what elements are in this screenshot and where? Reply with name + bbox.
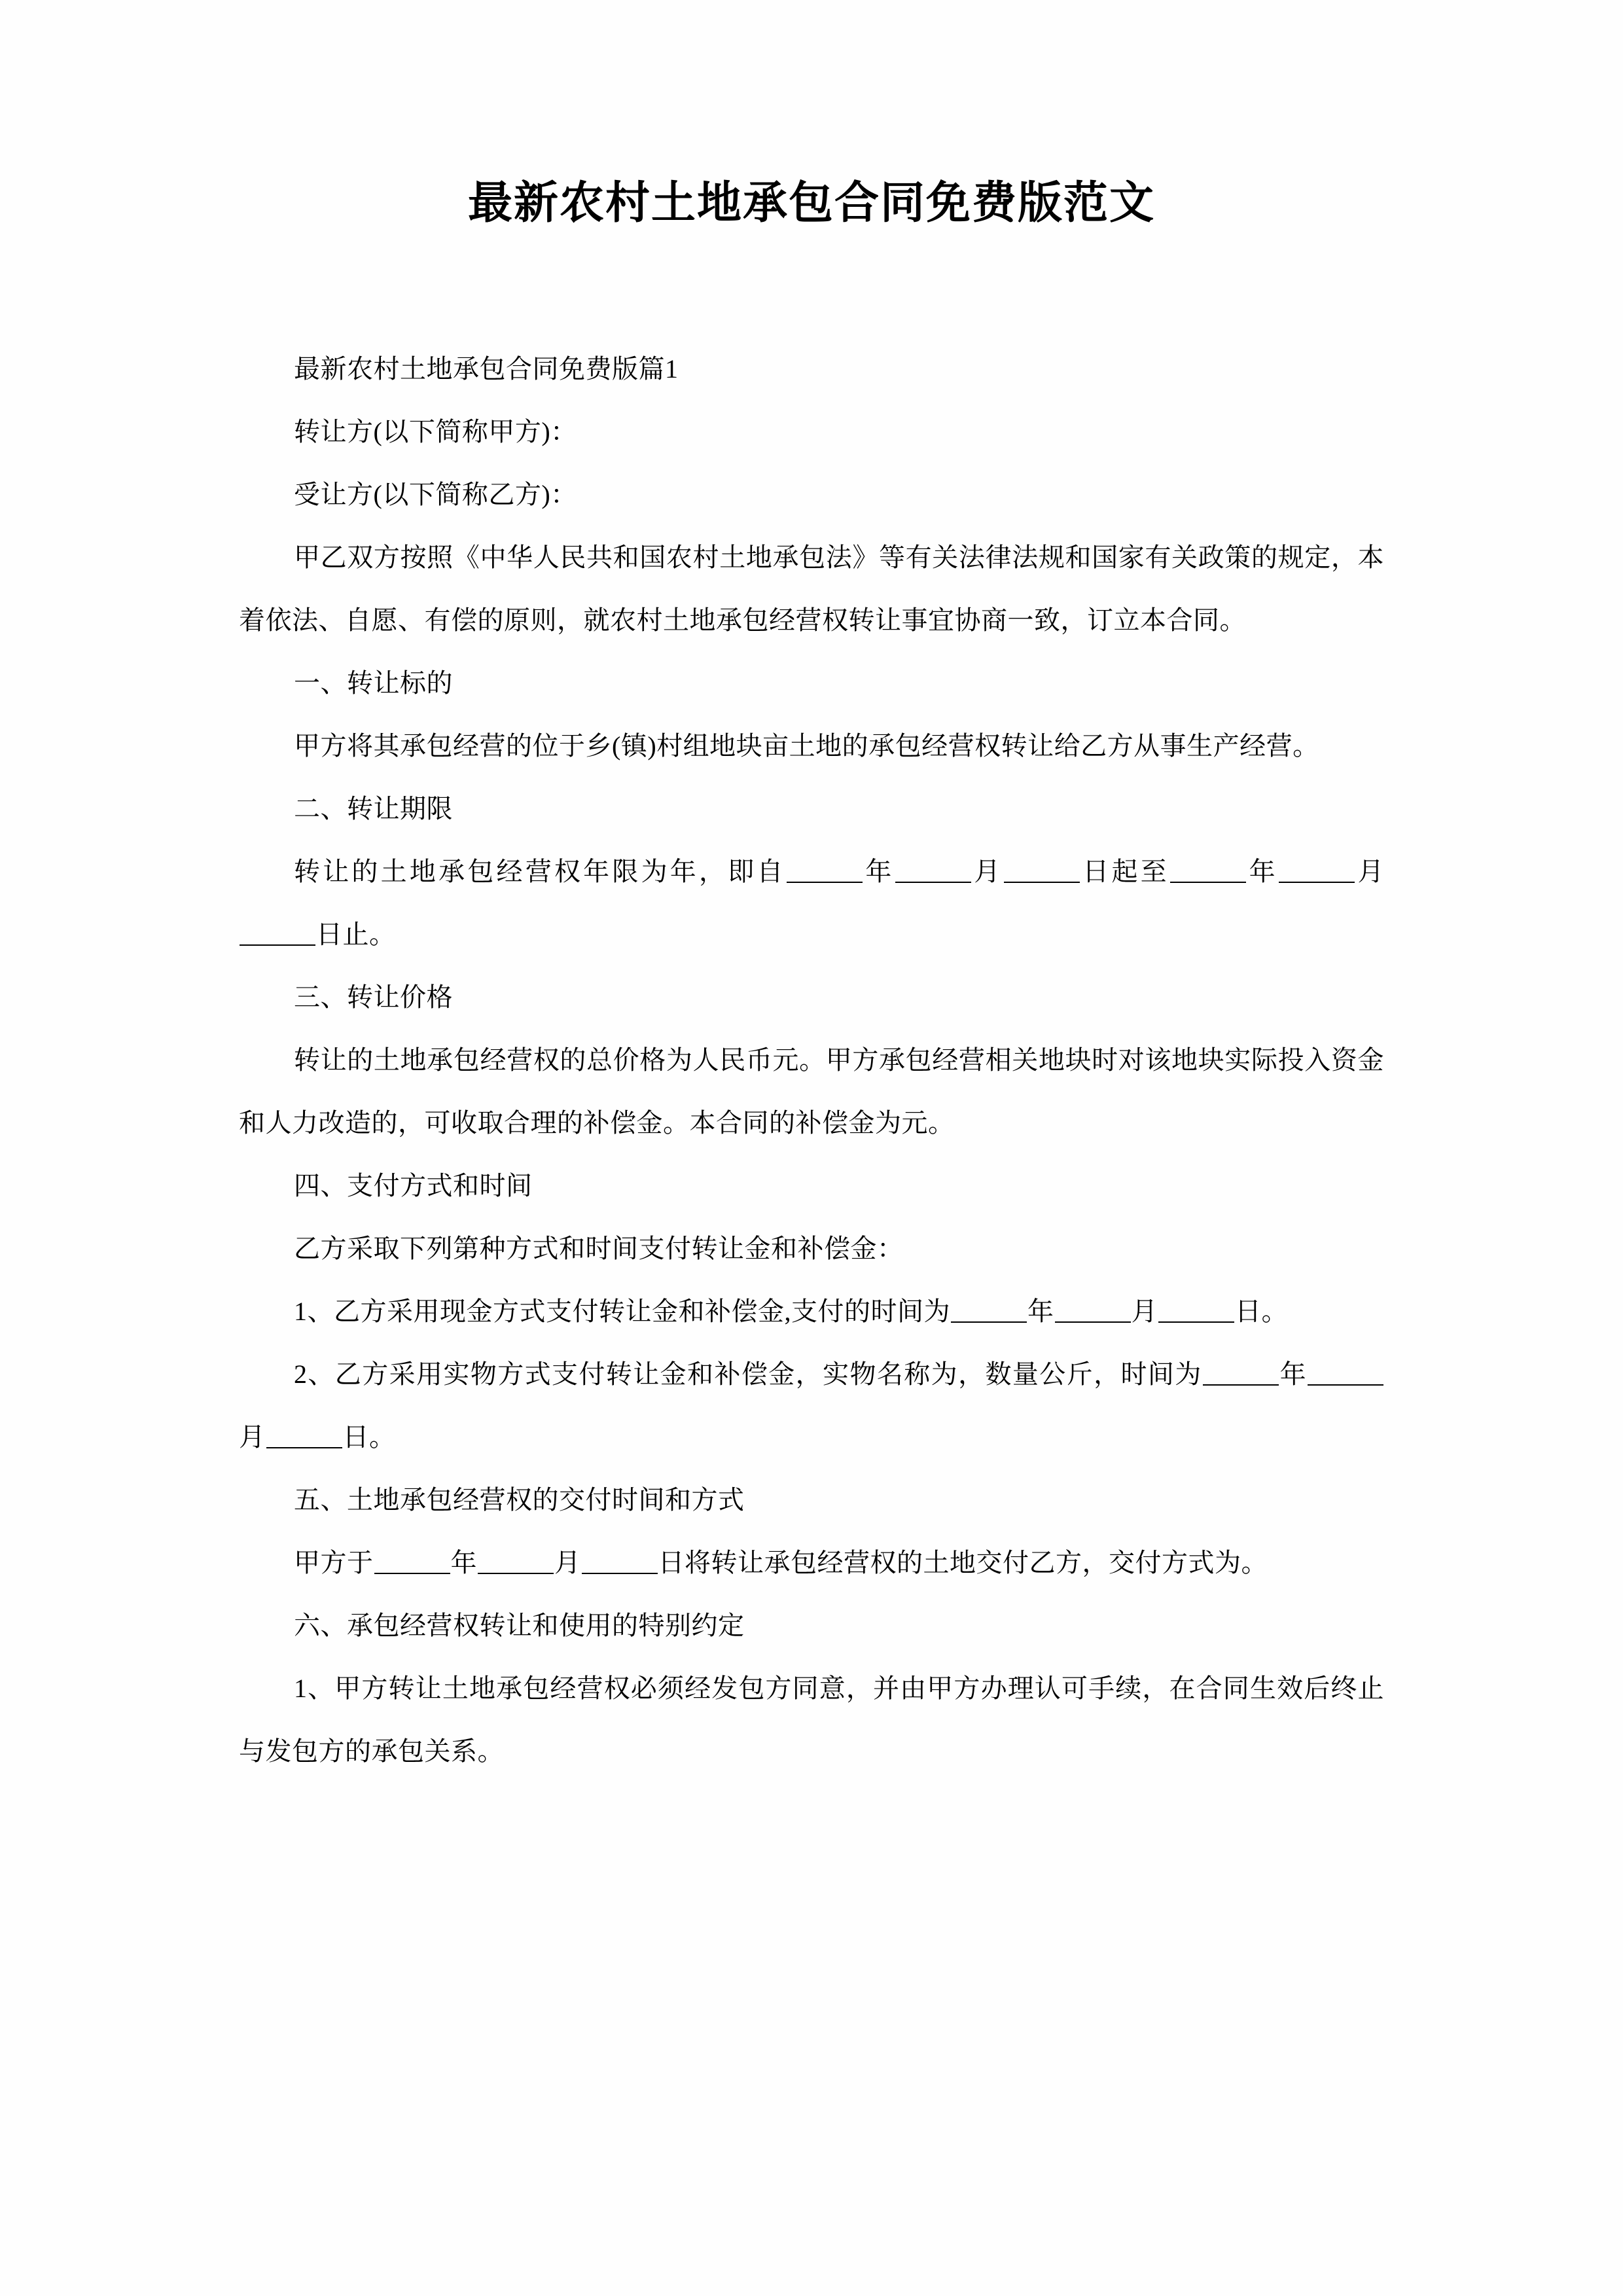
paragraph-text: 年 — [450, 1548, 477, 1577]
page-title: 最新农村土地承包合同免费版范文 — [467, 178, 1155, 228]
section-6-title — [239, 1594, 1384, 1657]
paragraph-heading-piece — [239, 338, 1384, 401]
paragraph-text: 1、甲方转让土地承包经营权必须经发包方同意，并由甲方办理认可手续，在合同生效后终止与发包方的承包关系。 — [239, 1674, 1384, 1766]
paragraph-text: 乙方采取下列第种方式和时间支付转让金和补偿金： — [294, 1234, 904, 1263]
paragraph-text: 1、乙方采用现金方式支付转让金和补偿金,支付的时间为 — [294, 1297, 950, 1326]
section-2-title — [239, 778, 1384, 840]
section-title-text: 一、转让标的 — [294, 668, 453, 698]
fill-blank-cash-day[interactable] — [1158, 1295, 1234, 1323]
paragraph-text: 2、乙方采用实物方式支付转让金和补偿金，实物名称为，数量公斤，时间为 — [294, 1359, 1202, 1389]
section-title-text: 二、转让期限 — [294, 794, 453, 823]
section-6-item-1 — [239, 1657, 1384, 1783]
fill-blank-month-start[interactable] — [895, 855, 971, 883]
fill-blank-day-start[interactable] — [1004, 855, 1080, 883]
paragraph-text: 年 — [1246, 857, 1278, 886]
fill-blank-cash-year[interactable] — [951, 1295, 1027, 1323]
section-4-title — [239, 1155, 1384, 1217]
paragraph-text: 月 — [239, 1422, 266, 1452]
paragraph-text: 年 — [863, 857, 895, 886]
fill-blank-goods-day[interactable] — [266, 1421, 342, 1448]
paragraph-text: 月 — [1131, 1297, 1158, 1326]
paragraph-text: 日止。 — [316, 920, 396, 949]
paragraph-party-a — [239, 401, 1384, 463]
paragraph-text: 日将转让承包经营权的土地交付乙方，交付方式为。 — [658, 1548, 1268, 1577]
section-title-text: 五、土地承包经营权的交付时间和方式 — [294, 1485, 745, 1515]
paragraph-preamble — [239, 526, 1384, 652]
paragraph-text: 转让方(以下简称甲方)： — [294, 417, 577, 446]
paragraph-text: 日。 — [342, 1422, 396, 1452]
paragraph-text: 月 — [1355, 857, 1385, 886]
section-1-body — [239, 715, 1384, 778]
section-4-item-1 — [239, 1280, 1384, 1343]
paragraph-text: 日。 — [1235, 1297, 1288, 1326]
fill-blank-cash-month[interactable] — [1055, 1295, 1131, 1323]
section-title-text: 四、支付方式和时间 — [294, 1171, 533, 1200]
section-title-text: 六、承包经营权转让和使用的特别约定 — [294, 1611, 745, 1640]
paragraph-text: 甲乙双方按照《中华人民共和国农村土地承包法》等有关法律法规和国家有关政策的规定，本着依法、自愿、有偿的原则，就农村土地承包经营权转让事宜协商一致，订立本合同。 — [239, 543, 1384, 635]
fill-blank-goods-year[interactable] — [1203, 1358, 1279, 1386]
fill-blank-goods-month[interactable] — [1308, 1358, 1383, 1386]
paragraph-text: 甲方将其承包经营的位于乡(镇)村组地块亩土地的承包经营权转让给乙方从事生产经营。 — [294, 731, 1319, 761]
section-5-body — [239, 1532, 1384, 1594]
section-title-text: 三、转让价格 — [294, 982, 453, 1012]
paragraph-text: 转让的土地承包经营权年限为年，即自 — [294, 857, 786, 886]
paragraph-text: 最新农村土地承包合同免费版篇1 — [294, 354, 679, 384]
paragraph-text: 转让的土地承包经营权的总价格为人民币元。甲方承包经营相关地块时对该地块实际投入资金和人力改造的，可收取合理的补偿金。本合同的补偿金为元。 — [239, 1045, 1384, 1138]
section-3-title — [239, 966, 1384, 1029]
paragraph-text: 年 — [1279, 1359, 1308, 1389]
section-1-title — [239, 652, 1384, 715]
fill-blank-day-end[interactable] — [240, 918, 315, 946]
paragraph-text: 月 — [971, 857, 1003, 886]
paragraph-text: 年 — [1027, 1297, 1054, 1326]
fill-blank-year-end[interactable] — [1170, 855, 1246, 883]
document-body — [239, 338, 1384, 1783]
paragraph-party-b — [239, 463, 1384, 526]
paragraph-text: 日起至 — [1080, 857, 1169, 886]
section-4-item-2 — [239, 1343, 1384, 1469]
fill-blank-delivery-year[interactable] — [374, 1547, 450, 1574]
section-4-body — [239, 1217, 1384, 1280]
fill-blank-month-end[interactable] — [1279, 855, 1355, 883]
paragraph-text: 受让方(以下简称乙方)： — [294, 480, 577, 509]
fill-blank-year-start[interactable] — [787, 855, 863, 883]
section-5-title — [239, 1469, 1384, 1532]
fill-blank-delivery-month[interactable] — [478, 1547, 554, 1574]
section-3-body — [239, 1029, 1384, 1155]
fill-blank-delivery-day[interactable] — [582, 1547, 658, 1574]
paragraph-text: 甲方于 — [294, 1548, 374, 1577]
paragraph-text: 月 — [554, 1548, 581, 1577]
section-2-body — [239, 840, 1384, 966]
